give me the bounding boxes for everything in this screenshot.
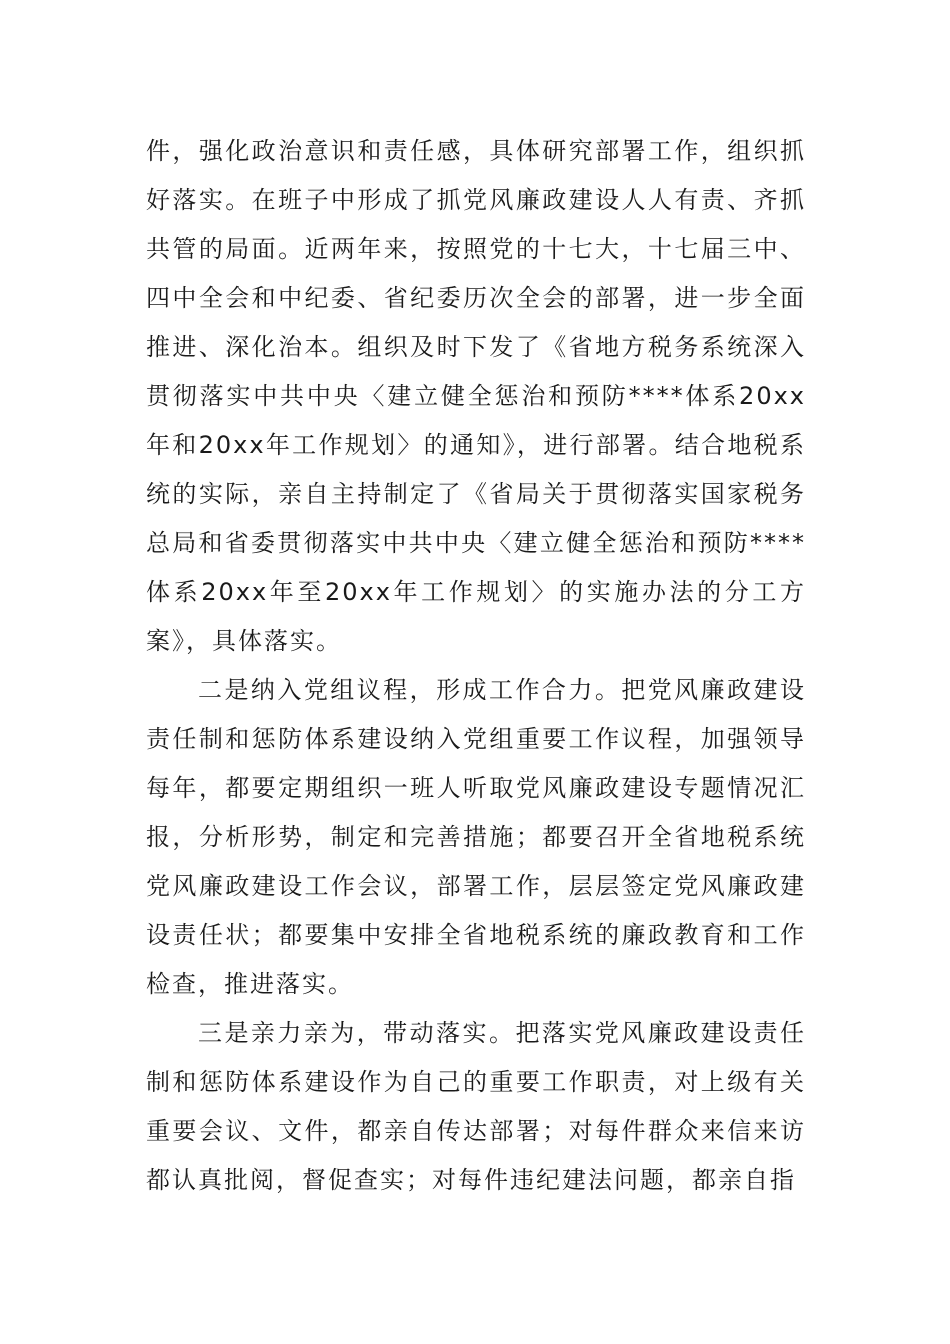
document-body [146,127,806,1205]
paragraph-3: 三是亲力亲为，带动落实。把落实党风廉政建设责任制和惩防体系建设作为自己的重要工作职责，对上级有关重要会议、文件，都亲自传达部署；对每件群众来信来访都认真批阅，督促查实；对每件违纪建法问题，都亲自指 [146,1019,806,1194]
paragraph-1: 件，强化政治意识和责任感，具体研究部署工作，组织抓好落实。在班子中形成了抓党风廉政建设人人有责、齐抓共管的局面。近两年来，按照党的十七大，十七届三中、四中全会和中纪委、省纪委历次全会的部署，进一步全面推进、深化治本。组织及时下发了《省地方税务系统深入贯彻落实中共中央〈建立健全惩治和预防****体系20xx年和20xx年工作规划〉的通知》，进行部署。结合地税系统的实际，亲自主持制定了《省局关于贯彻落实国家税务总局和省委贯彻落实中共中央〈建立健全惩治和预防****体系20xx年至20xx年工作规划〉的实施办法的分工方案》，具体落实。 [146,137,806,655]
paragraph-2: 二是纳入党组议程，形成工作合力。把党风廉政建设责任制和惩防体系建设纳入党组重要工作议程，加强领导每年，都要定期组织一班人听取党风廉政建设专题情况汇报，分析形势，制定和完善措施；都要召开全省地税系统党风廉政建设工作会议，部署工作，层层签定党风廉政建设责任状；都要集中安排全省地税系统的廉政教育和工作检查，推进落实。 [146,676,806,998]
